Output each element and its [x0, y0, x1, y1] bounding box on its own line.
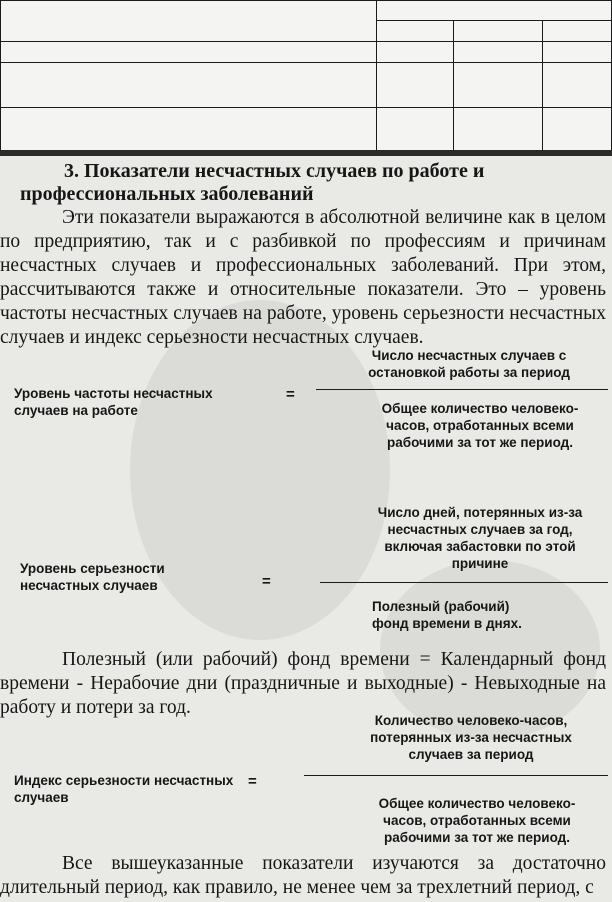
table-cell: [543, 21, 612, 42]
equals-sign: =: [286, 386, 295, 403]
intro-paragraph: Эти показатели выражаются в абсолютной величине как в целом по предприятию, так и с разбивкой по профессиям и причинам несчастных случаев и профессиональных заболеваний. При этом, рассчитываются также и относительные показатели. Это – уровень частоты несчастных случаев на работе, уровень серьезности несчастных случаев и индекс серьезности несчастных случаев.: [0, 207, 606, 348]
equals-sign: =: [248, 773, 257, 790]
table-cell: [454, 63, 543, 108]
fund-paragraph: Полезный (или рабочий) фонд времени = Календарный фонд времени - Нерабочие дни (праздничные и выходные) - Невыходные на работу и потери за год.: [0, 649, 606, 718]
index-numerator: Количество человеко-часов, потерянных из-за несчастных случаев за период: [370, 713, 572, 762]
table-cell: [543, 108, 612, 155]
frequency-denominator: Общее количество человеко-часов, отработанных всеми рабочими за тот же период.: [381, 401, 579, 450]
table-cell: [377, 63, 454, 108]
table-cell: [377, 108, 454, 155]
severity-label: Уровень серьезности несчастных случаев: [20, 561, 165, 593]
closing-paragraph: Все вышеуказанные показатели изучаются за достаточно длительный период, как правило, не менее чем за трехлетний период, с: [0, 853, 606, 898]
table-cell: [377, 42, 454, 63]
index-denominator: Общее количество человеко-часов, отработанных всеми рабочими за тот же период.: [378, 796, 576, 845]
equals-sign: =: [262, 573, 271, 590]
table-cell: [1, 1, 377, 42]
fraction-bar: [316, 389, 608, 390]
table-cell: [377, 1, 612, 21]
fraction-bar: [304, 775, 608, 776]
index-label: Индекс серьезности несчастных случаев: [14, 773, 234, 805]
table-cell: [543, 63, 612, 108]
severity-denominator: Полезный (рабочий) фонд времени в днях.: [372, 599, 522, 631]
table-cell: [1, 108, 377, 155]
table-cell: [1, 63, 377, 108]
frequency-label: Уровень частоты несчастных случаев на работе: [14, 386, 213, 418]
table-cell: [454, 42, 543, 63]
table-cell: [1, 42, 377, 63]
table-cell: [377, 21, 454, 42]
table-cell: [454, 108, 543, 155]
table-cell: [454, 21, 543, 42]
fraction-bar: [320, 582, 608, 583]
empty-table: [0, 0, 612, 155]
severity-numerator: Число дней, потерянных из-за несчастных случаев за год, включая забастовки по этой причине: [377, 505, 583, 571]
section-heading: 3. Показатели несчастных случаев по работе и профессиональных заболеваний: [20, 160, 485, 205]
frequency-numerator: Число несчастных случаев с остановкой работы за период: [368, 348, 570, 380]
table-cell: [543, 42, 612, 63]
scan-divider: [0, 150, 612, 156]
